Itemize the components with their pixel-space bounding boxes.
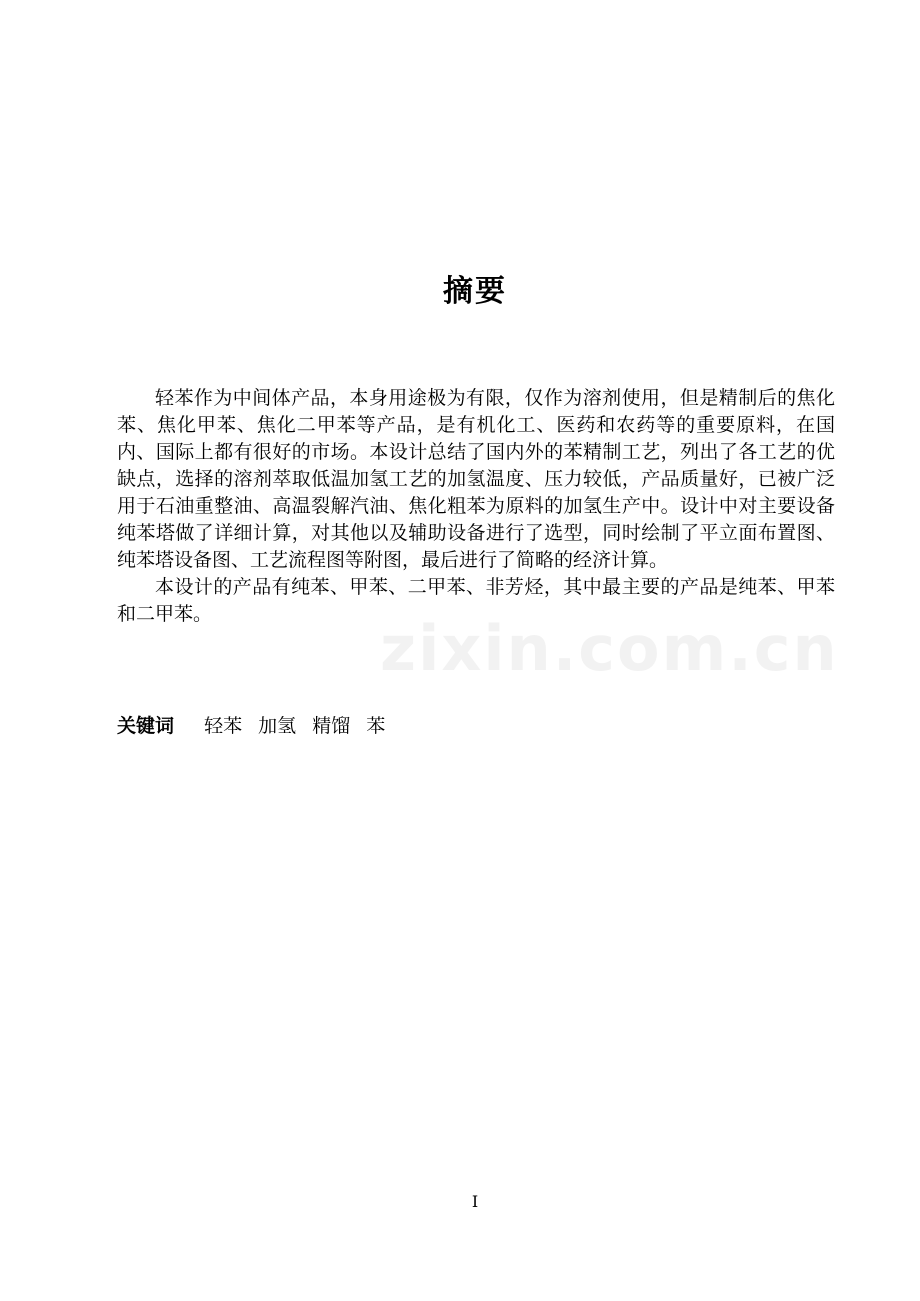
page-title: 摘要	[443, 274, 507, 309]
page-number: I	[471, 1192, 479, 1211]
keyword-item: 加氢	[258, 715, 297, 737]
keyword-item: 轻苯	[204, 715, 243, 737]
watermark: zixin.com.cn	[380, 612, 839, 685]
abstract-paragraph-1: 轻苯作为中间体产品，本身用途极为有限，仅作为溶剂使用，但是精制后的焦化苯、焦化甲苯、焦化二甲苯等产品，是有机化工、医药和农药等的重要原料，在国内、国际上都有很好的市场。本设计总结了国内外的苯精制工艺，列出了各工艺的优缺点，选择的溶剂萃取低温加氢工艺的加氢温度、压力较低，产品质量好，已被广泛用于石油重整油、高温裂解汽油、焦化粗苯为原料的加氢生产中。设计中对主要设备纯苯塔做了详细计算，对其他以及辅助设备进行了选型，同时绘制了平立面布置图、纯苯塔设备图、工艺流程图等附图，最后进行了简略的经济计算。	[117, 387, 835, 571]
keywords-line	[117, 712, 395, 740]
abstract-paragraph-2: 本设计的产品有纯苯、甲苯、二甲苯、非芳烃，其中最主要的产品是纯苯、甲苯和二甲苯。	[117, 576, 835, 625]
keyword-item: 精馏	[312, 715, 351, 737]
keywords-label: 关键词	[117, 715, 175, 737]
keyword-item: 苯	[366, 715, 386, 737]
abstract-body	[117, 385, 835, 628]
